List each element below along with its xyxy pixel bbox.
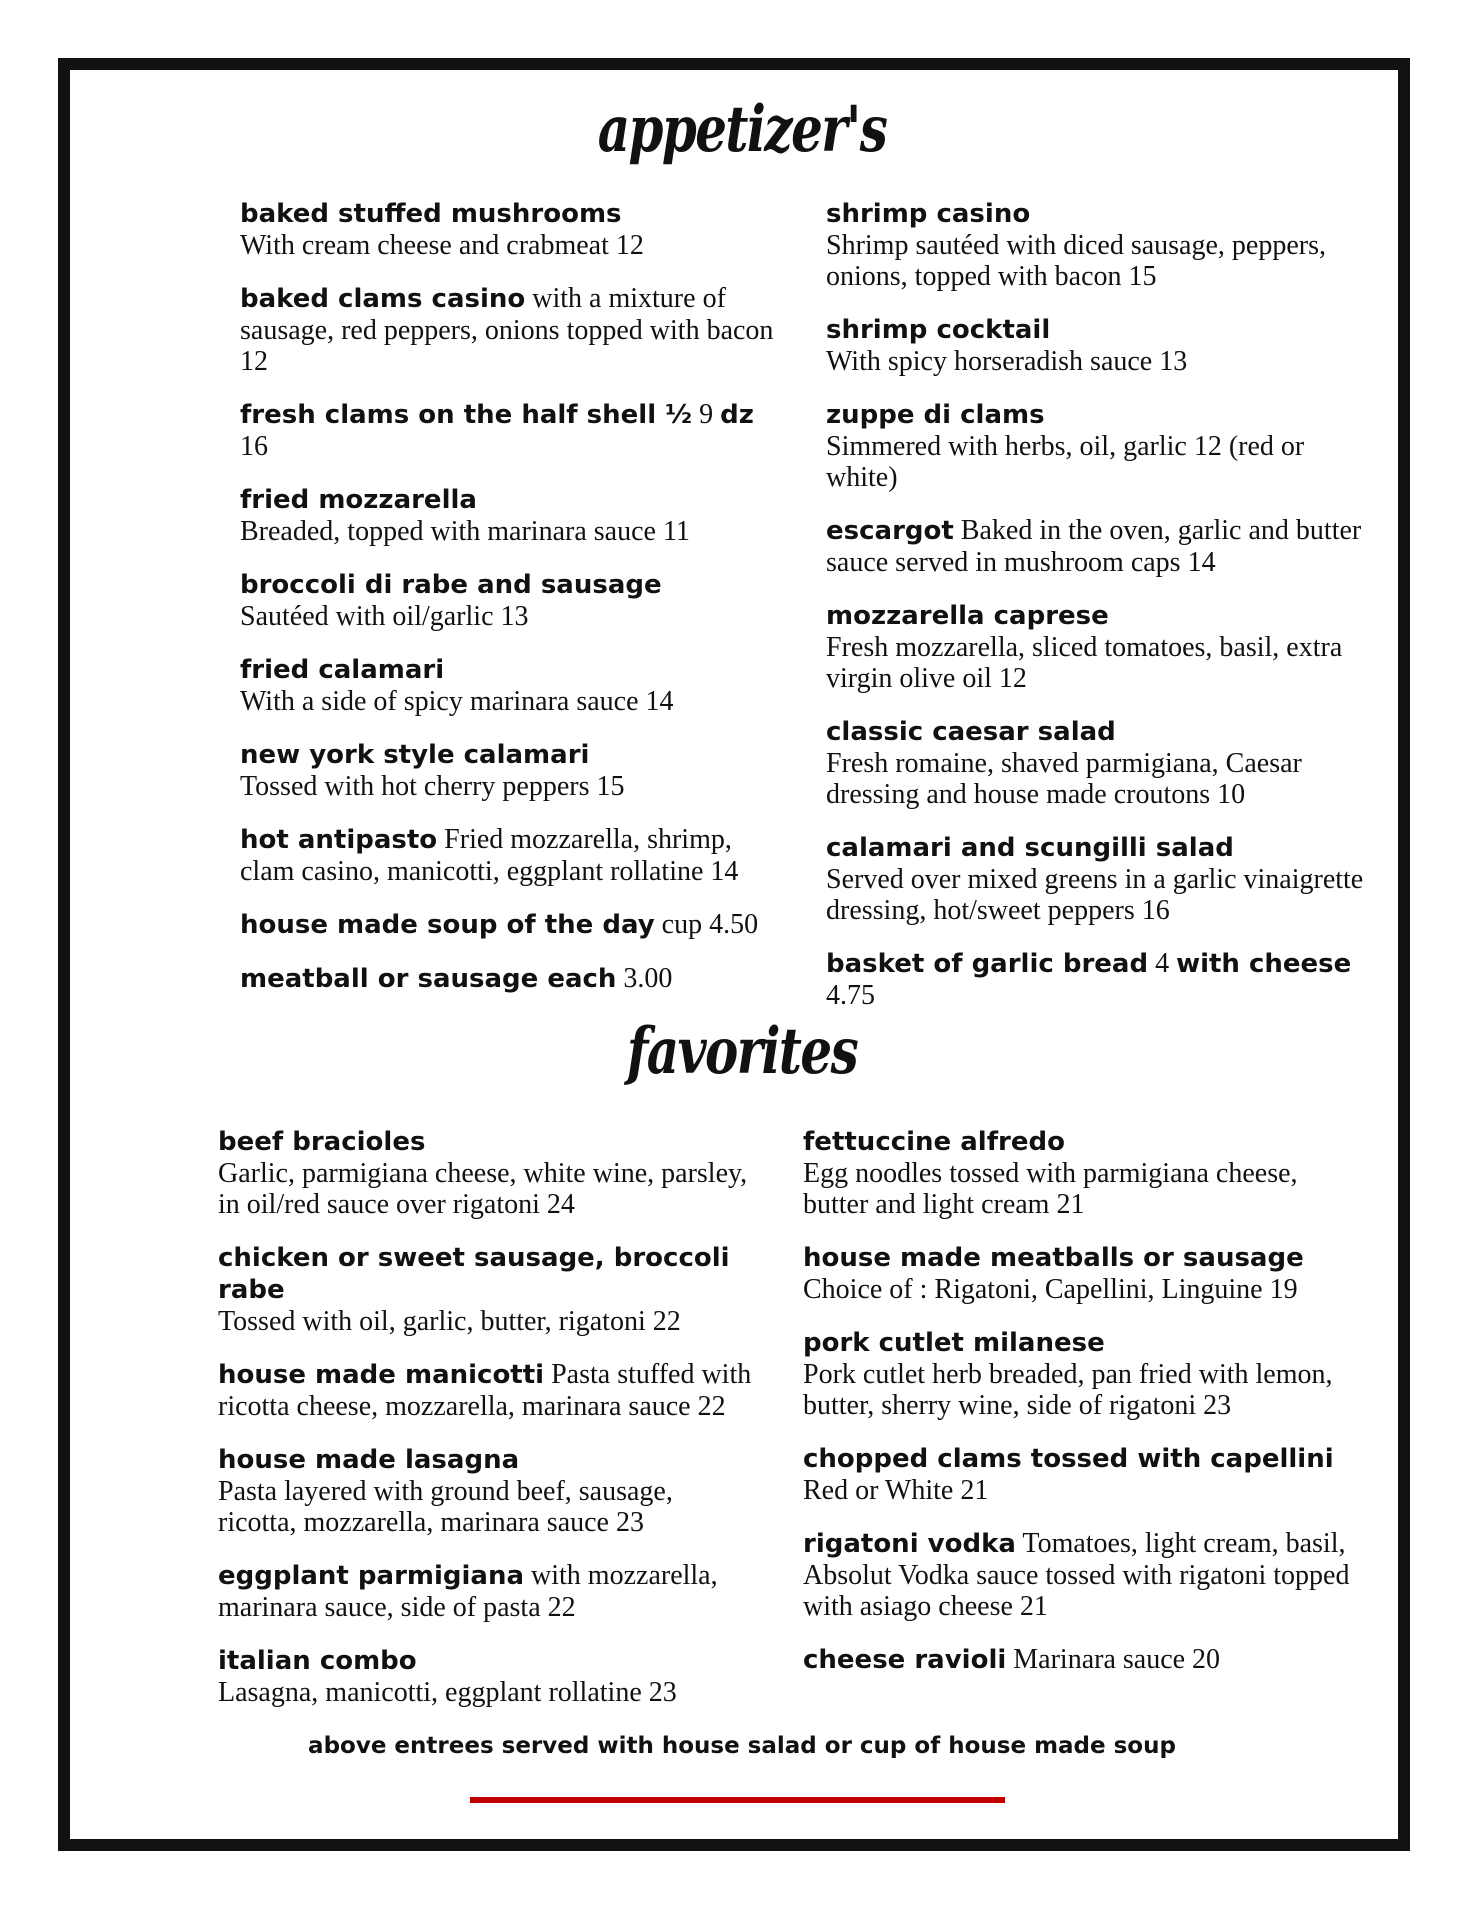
menu-item-name: house made meatballs or sausage <box>803 1243 1304 1273</box>
menu-item-name: baked clams casino <box>240 284 526 314</box>
menu-item-description: With a side of spicy marinara sauce 14 <box>240 686 674 717</box>
menu-item-description: Choice of : Rigatoni, Capellini, Linguine 19 <box>803 1274 1298 1305</box>
menu-item-name: house made manicotti <box>218 1360 545 1390</box>
menu-item-name: shrimp casino <box>826 199 1031 229</box>
menu-item-name: new york style calamari <box>240 740 590 770</box>
menu-item-description: Pasta layered with ground beef, sausage, ricotta, mozzarella, marinara sauce 23 <box>218 1476 673 1538</box>
menu-item <box>240 399 780 462</box>
menu-item-description: Fresh romaine, shaved parmigiana, Caesar dressing and house made croutons 10 <box>826 748 1302 810</box>
menu-item <box>826 314 1366 377</box>
menu-item <box>240 654 780 717</box>
menu-item-description: Tomatoes, light cream, basil, Absolut Vodka sauce tossed with rigatoni topped with asiago cheese 21 <box>803 1528 1350 1622</box>
menu-item <box>803 1126 1363 1220</box>
menu-item <box>218 1126 758 1220</box>
menu-item-name: hot antipasto <box>240 825 438 855</box>
menu-item-name: calamari and scungilli salad <box>826 833 1234 863</box>
menu-item-description: Marinara sauce 20 <box>1013 1644 1221 1675</box>
menu-item-description: Simmered with herbs, oil, garlic 12 (red or white) <box>826 431 1305 493</box>
menu-item <box>803 1644 1363 1676</box>
menu-item-description: Pork cutlet herb breaded, pan fried with lemon, butter, sherry wine, side of rigatoni 23 <box>803 1359 1333 1421</box>
menu-item-name: mozzarella caprese <box>826 601 1109 631</box>
menu-item <box>803 1443 1363 1506</box>
menu-item-name: baked stuffed mushrooms <box>240 199 622 229</box>
menu-item-name-extra: with cheese <box>1176 949 1352 979</box>
menu-item <box>218 1242 758 1337</box>
menu-item <box>803 1528 1363 1622</box>
menu-item <box>826 716 1366 810</box>
menu-item <box>826 600 1366 694</box>
menu-item <box>803 1242 1363 1305</box>
menu-item <box>240 963 780 995</box>
menu-item-name: eggplant parmigiana <box>218 1561 525 1591</box>
menu-item <box>240 283 780 377</box>
menu-item <box>218 1560 758 1623</box>
menu-item-name: chopped clams tossed with capellini <box>803 1444 1334 1474</box>
appetizers-left-column <box>240 198 780 1017</box>
menu-item-name: beef bracioles <box>218 1127 426 1157</box>
menu-item <box>803 1327 1363 1421</box>
menu-item-name: fettuccine alfredo <box>803 1127 1065 1157</box>
menu-item-description: Garlic, parmigiana cheese, white wine, parsley, in oil/red sauce over rigatoni 24 <box>218 1158 748 1220</box>
favorites-left-column <box>218 1126 758 1730</box>
menu-item-name: house made soup of the day <box>240 910 655 940</box>
menu-item <box>218 1444 758 1538</box>
menu-item <box>240 198 780 261</box>
menu-item-description: Egg noodles tossed with parmigiana cheese, butter and light cream 21 <box>803 1158 1298 1220</box>
menu-item-name: zuppe di clams <box>826 400 1045 430</box>
menu-item-name: shrimp cocktail <box>826 315 1051 345</box>
appetizers-heading: appetizer's <box>597 92 887 167</box>
menu-item-name: broccoli di rabe and sausage <box>240 570 662 600</box>
menu-item-description: Fried mozzarella, shrimp, clam casino, manicotti, eggplant rollatine 14 <box>240 824 739 887</box>
menu-item <box>240 569 780 632</box>
menu-item <box>240 739 780 802</box>
menu-item-name-extra: dz <box>720 400 754 430</box>
menu-item <box>826 198 1366 292</box>
menu-item-description: Shrimp sautéed with diced sausage, peppers, onions, topped with bacon 15 <box>826 230 1326 292</box>
menu-item-description: Pasta stuffed with ricotta cheese, mozzarella, marinara sauce 22 <box>218 1359 752 1422</box>
menu-item-description: with a mixture of sausage, red peppers, onions topped with bacon 12 <box>240 283 774 377</box>
menu-item <box>240 824 780 887</box>
menu-item-name: chicken or sweet sausage, broccoli rabe <box>218 1243 730 1305</box>
menu-item-name: rigatoni vodka <box>803 1529 1016 1559</box>
menu-item-name: italian combo <box>218 1646 417 1676</box>
menu-item-description: Fresh mozzarella, sliced tomatoes, basil, extra virgin olive oil 12 <box>826 632 1343 694</box>
menu-item <box>826 515 1366 578</box>
menu-item-description: cup 4.50 <box>661 909 759 940</box>
menu-item <box>218 1359 758 1422</box>
menu-item-name: classic caesar salad <box>826 717 1116 747</box>
menu-item <box>826 832 1366 926</box>
menu-item-name: fried calamari <box>240 655 445 685</box>
entree-footnote: above entrees served with house salad or cup of house made soup <box>308 1733 1176 1759</box>
menu-item-description: Tossed with oil, garlic, butter, rigatoni 22 <box>218 1306 681 1337</box>
menu-item-description: with mozzarella, marinara sauce, side of pasta 22 <box>218 1560 718 1623</box>
menu-item <box>826 948 1366 1011</box>
menu-item-name: basket of garlic bread <box>826 949 1149 979</box>
menu-item-name: escargot <box>826 516 954 546</box>
menu-item-description: Lasagna, manicotti, eggplant rollatine 23 <box>218 1677 677 1708</box>
menu-item-description: Red or White 21 <box>803 1475 989 1506</box>
menu-item-description: Served over mixed greens in a garlic vinaigrette dressing, hot/sweet peppers 16 <box>826 864 1364 926</box>
menu-item-price-extra: 4.75 <box>826 980 875 1011</box>
menu-item-name: cheese ravioli <box>803 1645 1007 1675</box>
menu-item-name: house made lasagna <box>218 1445 520 1475</box>
menu-item-name: fried mozzarella <box>240 485 477 515</box>
favorites-right-column <box>803 1126 1363 1698</box>
menu-item-description: Breaded, topped with marinara sauce 11 <box>240 516 690 547</box>
favorites-heading: favorites <box>626 1014 858 1089</box>
menu-item-description: Sautéed with oil/garlic 13 <box>240 601 529 632</box>
menu-item <box>826 399 1366 493</box>
menu-item-description: 9 <box>699 399 714 430</box>
menu-item-name: pork cutlet milanese <box>803 1328 1105 1358</box>
menu-item-description: 3.00 <box>623 963 673 994</box>
accent-divider-line <box>470 1797 1005 1803</box>
menu-item-description: With cream cheese and crabmeat 12 <box>240 230 644 261</box>
menu-item-description: 4 <box>1155 948 1170 979</box>
menu-item-description: With spicy horseradish sauce 13 <box>826 346 1188 377</box>
menu-item <box>240 484 780 547</box>
menu-item <box>218 1645 758 1708</box>
menu-item-price-extra: 16 <box>240 431 268 462</box>
menu-item-description: Baked in the oven, garlic and butter sauce served in mushroom caps 14 <box>826 515 1362 578</box>
menu-item <box>240 909 780 941</box>
menu-item-name: meatball or sausage each <box>240 964 617 994</box>
appetizers-right-column <box>826 198 1366 1033</box>
menu-item-name: fresh clams on the half shell ½ <box>240 400 693 430</box>
menu-item-description: Tossed with hot cherry peppers 15 <box>240 771 625 802</box>
